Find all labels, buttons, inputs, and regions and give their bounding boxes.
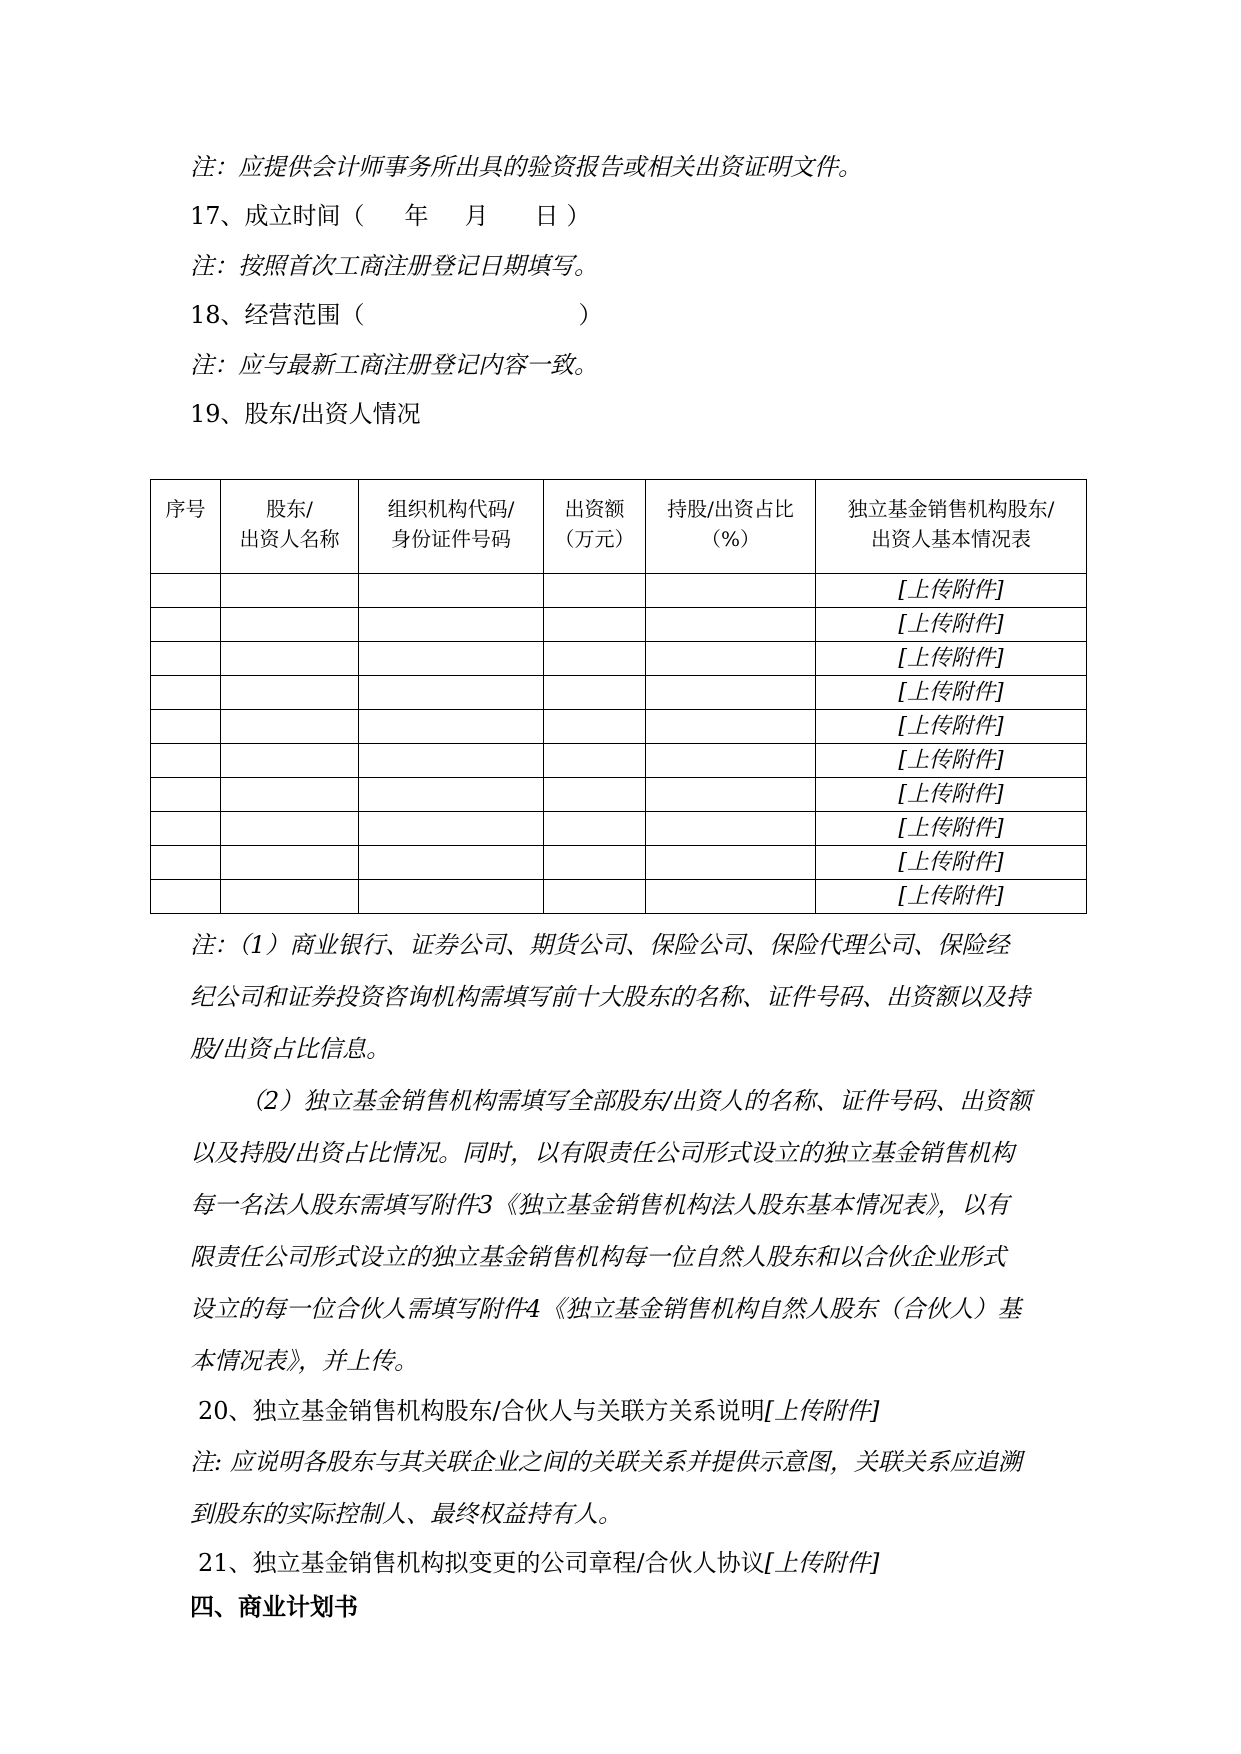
shareholder-table — [150, 479, 1087, 914]
table-row — [151, 676, 1087, 710]
note-2-line-3: 每一名法人股东需填写附件3《独立基金销售机构法人股东基本情况表》，以有 — [190, 1191, 1010, 1219]
note-registration-date: 注：按照首次工商注册登记日期填写。 — [190, 252, 598, 280]
table-row — [151, 574, 1087, 608]
upload-attachment-link[interactable]: [上传附件] — [816, 608, 1087, 642]
upload-attachment-link[interactable]: [上传附件] — [816, 642, 1087, 676]
upload-attachment-link[interactable]: [上传附件] — [816, 778, 1087, 812]
upload-attachment-link[interactable]: [上传附件] — [816, 574, 1087, 608]
table-row — [151, 744, 1087, 778]
table-row — [151, 608, 1087, 642]
upload-attachment-link[interactable]: [上传附件] — [816, 710, 1087, 744]
item-17-close: ） — [566, 202, 591, 230]
note-2-line-6: 本情况表》，并上传。 — [190, 1347, 418, 1375]
header-seq: 序号 — [151, 480, 221, 574]
item-18-close: ） — [578, 301, 603, 329]
table-row — [151, 642, 1087, 676]
table-row — [151, 812, 1087, 846]
item-20-label: 20、独立基金销售机构股东/合伙人与关联方关系说明 — [198, 1397, 765, 1425]
note-2-line-2: 以及持股/出资占比情况。同时，以有限责任公司形式设立的独立基金销售机构 — [190, 1139, 1015, 1167]
section-4-heading: 四、商业计划书 — [190, 1592, 358, 1621]
day-label: 日 — [534, 202, 559, 230]
note-20-line-1: 注: 应说明各股东与其关联企业之间的关联关系并提供示意图，关联关系应追溯 — [190, 1448, 1022, 1476]
note-2-line-4: 限责任公司形式设立的独立基金销售机构每一位自然人股东和以合伙企业形式 — [190, 1243, 1006, 1271]
note-2-line-5: 设立的每一位合伙人需填写附件4《独立基金销售机构自然人股东（合伙人）基 — [190, 1295, 1022, 1323]
table-row — [151, 778, 1087, 812]
header-share-ratio: 持股/出资占比 （%） — [646, 480, 816, 574]
item-18-label: 18、经营范围（ — [190, 301, 365, 329]
item-17-establishment-date — [190, 201, 591, 231]
note-2-line-1: （2）独立基金销售机构需填写全部股东/出资人的名称、证件号码、出资额 — [240, 1087, 1032, 1115]
note-business-scope: 注：应与最新工商注册登记内容一致。 — [190, 351, 598, 379]
upload-attachment-link[interactable]: [上传附件] — [816, 846, 1087, 880]
header-id-code: 组织机构代码/ 身份证件号码 — [359, 480, 544, 574]
month-label: 月 — [464, 202, 489, 230]
header-basic-info-form: 独立基金销售机构股东/ 出资人基本情况表 — [816, 480, 1087, 574]
table-row — [151, 846, 1087, 880]
note-20-line-2: 到股东的实际控制人、最终权益持有人。 — [190, 1500, 622, 1528]
note-1-line-1: 注：（1）商业银行、证券公司、期货公司、保险公司、保险代理公司、保险经 — [190, 931, 1010, 959]
table-header-row — [151, 480, 1087, 574]
upload-attachment-link[interactable]: [上传附件] — [816, 676, 1087, 710]
upload-attachment-link[interactable]: [上传附件] — [816, 744, 1087, 778]
item-21-label: 21、独立基金销售机构拟变更的公司章程/合伙人协议 — [198, 1549, 765, 1577]
item-21-articles — [198, 1548, 879, 1578]
item-20-relations — [198, 1396, 879, 1426]
item-17-label: 17、成立时间（ — [190, 202, 365, 230]
upload-attachment-link[interactable]: [上传附件] — [816, 812, 1087, 846]
note-capital-proof: 注：应提供会计师事务所出具的验资报告或相关出资证明文件。 — [190, 153, 862, 181]
item-19-shareholders: 19、股东/出资人情况 — [190, 400, 421, 428]
item-21-upload-link[interactable]: [上传附件] — [764, 1549, 880, 1577]
item-20-upload-link[interactable]: [上传附件] — [764, 1397, 880, 1425]
upload-attachment-link[interactable]: [上传附件] — [816, 880, 1087, 914]
table-row — [151, 880, 1087, 914]
note-1-line-3: 股/出资占比信息。 — [190, 1035, 391, 1063]
note-1-line-2: 纪公司和证券投资咨询机构需填写前十大股东的名称、证件号码、出资额以及持 — [190, 983, 1030, 1011]
year-label: 年 — [404, 202, 429, 230]
header-shareholder-name: 股东/ 出资人名称 — [221, 480, 359, 574]
item-18-business-scope — [190, 300, 603, 330]
table-row — [151, 710, 1087, 744]
header-capital-amount: 出资额 （万元） — [544, 480, 646, 574]
